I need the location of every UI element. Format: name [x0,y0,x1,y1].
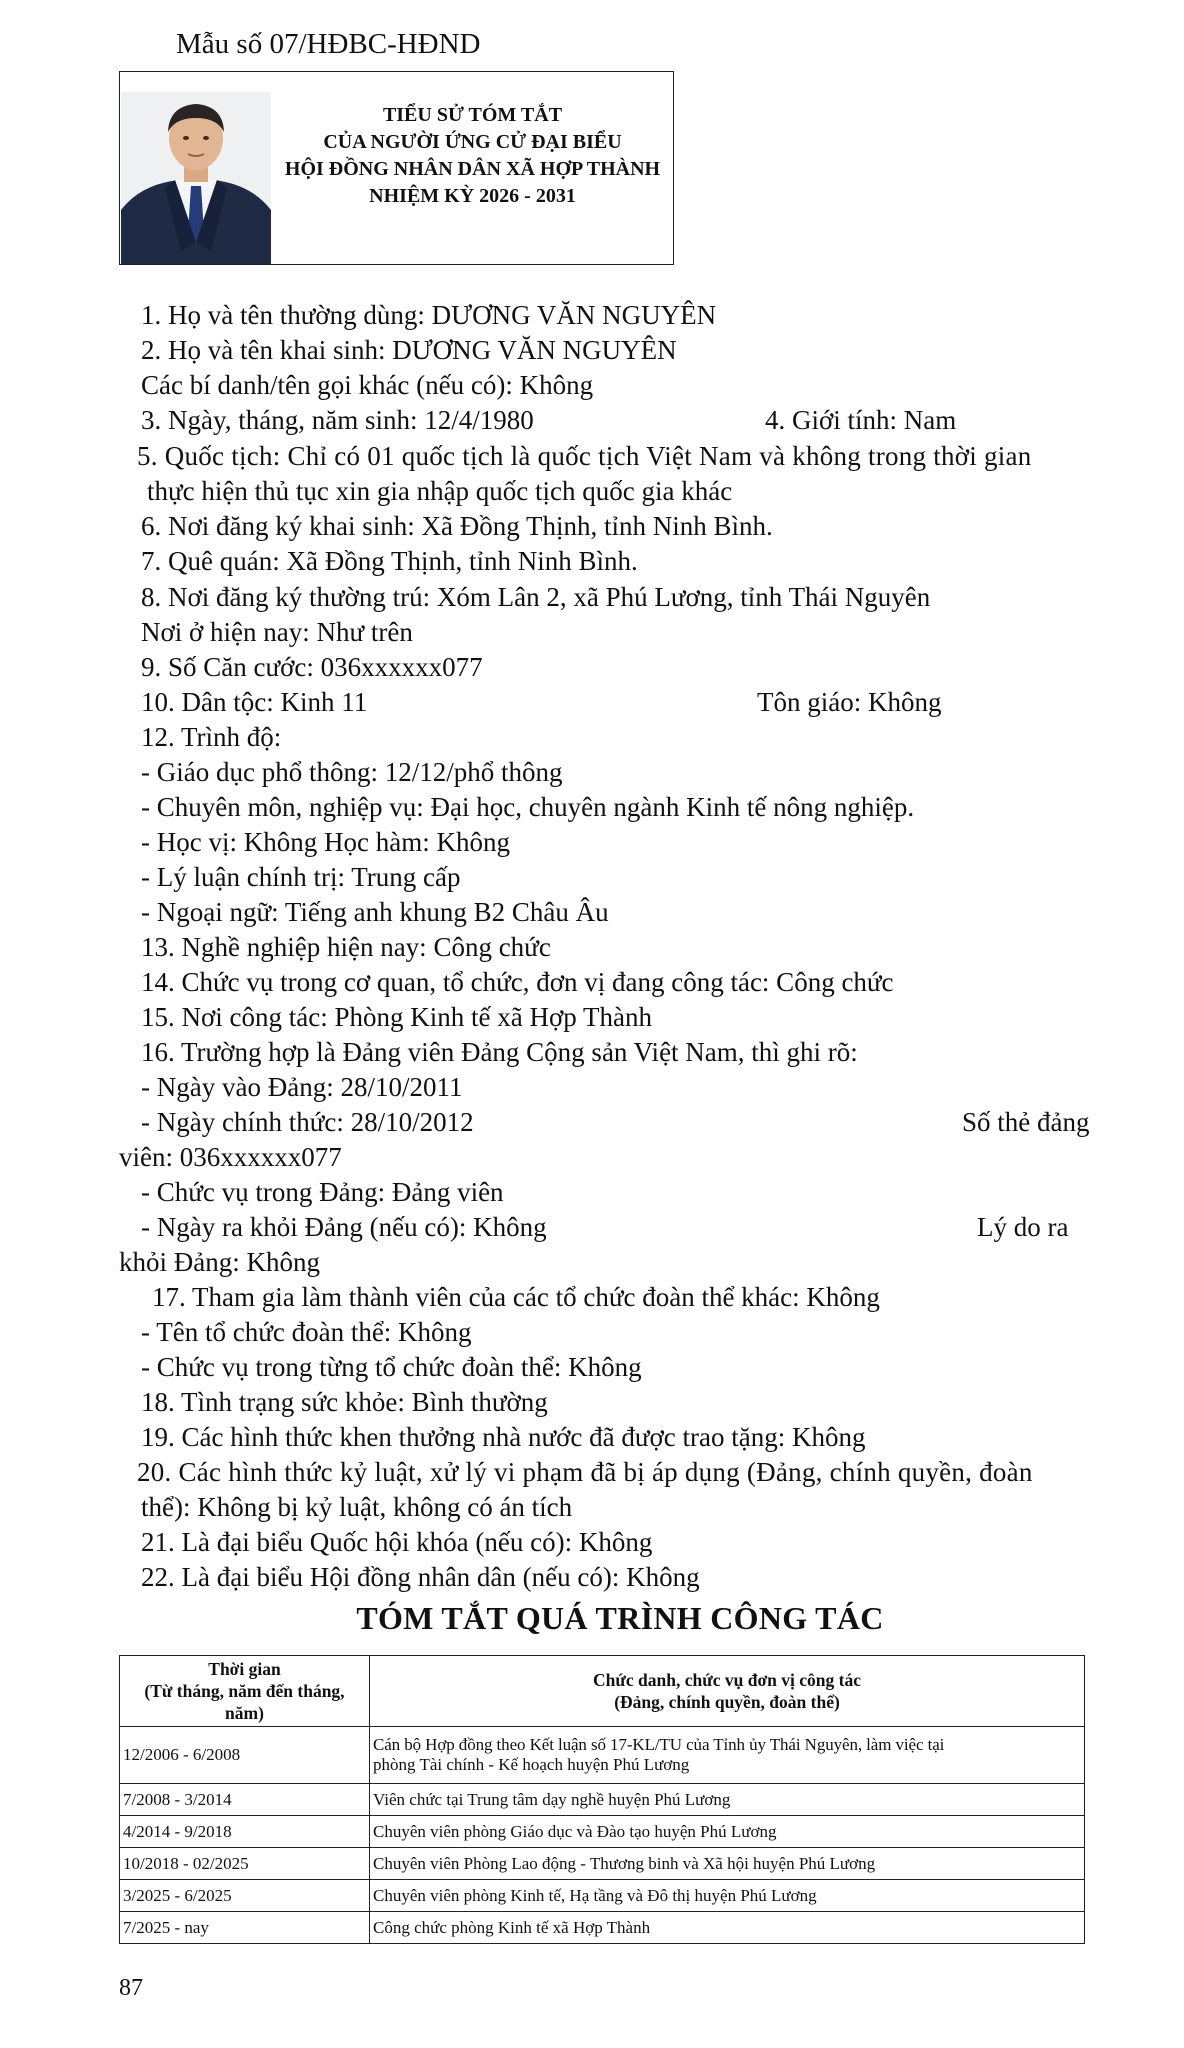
bio-line: 20. Các hình thức kỷ luật, xử lý vi phạm đã bị áp dụng (Đảng, chính quyền, đoàn [137,1457,1033,1487]
page-number: 87 [119,1975,143,2001]
bio-line: thực hiện thủ tục xin gia nhập quốc tịch quốc gia khác [147,476,733,506]
bio-line: - Học vị: Không Học hàm: Không [141,827,510,857]
bio-line: - Chức vụ trong Đảng: Đảng viên [141,1177,504,1207]
bio-line: 12. Trình độ: [141,722,282,752]
bio-line: Nơi ở hiện nay: Như trên [141,617,413,647]
bio-line: 13. Nghề nghiệp hiện nay: Công chức [141,932,551,962]
bio-line: - Chuyên môn, nghiệp vụ: Đại học, chuyên ngành Kinh tế nông nghiệp. [141,792,915,822]
table-header-row [120,1656,1085,1727]
bio-line: 8. Nơi đăng ký thường trú: Xóm Lân 2, xã Phú Lương, tỉnh Thái Nguyên [141,582,931,612]
title-line-2: CỦA NGƯỜI ỨNG CỬ ĐẠI BIỂU [323,131,622,153]
bio-line: - Ngoại ngữ: Tiếng anh khung B2 Châu Âu [141,897,609,927]
title-line-1: TIỂU SỬ TÓM TẮT [382,104,563,126]
bio-line: 1. Họ và tên thường dùng: DƯƠNG VĂN NGUYÊN [141,300,717,330]
candidate-portrait-photo [121,92,271,264]
table-row [120,1784,1085,1816]
cell-period: 10/2018 - 02/2025 [120,1848,370,1880]
cell-period: 12/2006 - 6/2008 [120,1727,370,1784]
table-row [120,1880,1085,1912]
header-period-line: (Từ tháng, năm đến tháng, [144,1681,345,1701]
document-title [270,102,675,210]
bio-line: - Ngày ra khỏi Đảng (nếu có): Không [141,1212,547,1242]
bio-line: 17. Tham gia làm thành viên của các tổ chức đoàn thể khác: Không [152,1282,880,1312]
bio-line: - Chức vụ trong từng tổ chức đoàn thể: Không [141,1352,642,1382]
bio-line: - Ngày chính thức: 28/10/2012 [141,1107,474,1137]
cell-position-line: phòng Tài chính - Kế hoạch huyện Phú Lương [373,1755,690,1774]
cell-position: Chuyên viên phòng Kinh tế, Hạ tầng và Đô thị huyện Phú Lương [370,1880,1085,1912]
table-row [120,1727,1085,1784]
header-period-line: Thời gian [208,1659,281,1679]
header-position [370,1656,1085,1727]
form-code: Mẫu số 07/HĐBC-HĐND [176,28,481,60]
cell-position: Viên chức tại Trung tâm dạy nghề huyện Phú Lương [370,1784,1085,1816]
bio-line: viên: 036xxxxxx077 [119,1142,342,1172]
bio-line: 4. Giới tính: Nam [765,405,957,435]
header-period-line: năm) [225,1703,264,1723]
cell-period: 3/2025 - 6/2025 [120,1880,370,1912]
bio-line: 10. Dân tộc: Kinh 11 [141,687,368,717]
cell-period: 7/2008 - 3/2014 [120,1784,370,1816]
title-line-4: NHIỆM KỲ 2026 - 2031 [369,185,576,207]
bio-line: 2. Họ và tên khai sinh: DƯƠNG VĂN NGUYÊN [141,335,677,365]
work-history-table [119,1655,1085,1944]
bio-line: 16. Trường hợp là Đảng viên Đảng Cộng sản Việt Nam, thì ghi rõ: [141,1037,858,1067]
bio-line: 3. Ngày, tháng, năm sinh: 12/4/1980 [141,405,534,435]
bio-line: 15. Nơi công tác: Phòng Kinh tế xã Hợp Thành [141,1002,652,1032]
bio-line: 5. Quốc tịch: Chỉ có 01 quốc tịch là quốc tịch Việt Nam và không trong thời gian [137,441,1032,471]
work-history-title: TÓM TẮT QUÁ TRÌNH CÔNG TÁC [356,1600,884,1636]
header-box [119,71,674,265]
bio-line: Các bí danh/tên gọi khác (nếu có): Không [141,370,594,400]
bio-line: 6. Nơi đăng ký khai sinh: Xã Đồng Thịnh, tỉnh Ninh Bình. [141,511,773,541]
title-line-3: HỘI ĐỒNG NHÂN DÂN XÃ HỢP THÀNH [284,158,661,180]
bio-line: thể): Không bị kỷ luật, không có án tích [141,1492,573,1522]
bio-line: - Lý luận chính trị: Trung cấp [141,862,461,892]
header-period [120,1656,370,1727]
bio-line: 14. Chức vụ trong cơ quan, tổ chức, đơn vị đang công tác: Công chức [141,967,894,997]
portrait-illustration [121,92,271,264]
bio-line: - Tên tổ chức đoàn thể: Không [141,1317,472,1347]
header-position-line: Chức danh, chức vụ đơn vị công tác [593,1670,861,1690]
table-row [120,1816,1085,1848]
table-row [120,1848,1085,1880]
cell-period: 4/2014 - 9/2018 [120,1816,370,1848]
bio-line: Số thẻ đảng [962,1107,1090,1137]
bio-line: 22. Là đại biểu Hội đồng nhân dân (nếu có): Không [141,1562,700,1592]
bio-line: Tôn giáo: Không [757,687,942,717]
cell-period: 7/2025 - nay [120,1912,370,1944]
bio-line: Lý do ra [977,1212,1069,1242]
cell-position-line: Cán bộ Hợp đồng theo Kết luận số 17-KL/TU của Tỉnh ủy Thái Nguyên, làm việc tại [373,1735,945,1754]
bio-line: 19. Các hình thức khen thưởng nhà nước đã được trao tặng: Không [141,1422,866,1452]
cell-position: Chuyên viên Phòng Lao động - Thương binh và Xã hội huyện Phú Lương [370,1848,1085,1880]
cell-position [370,1727,1085,1784]
bio-line: 7. Quê quán: Xã Đồng Thịnh, tỉnh Ninh Bình. [141,546,638,576]
bio-line: 18. Tình trạng sức khỏe: Bình thường [141,1387,548,1417]
cell-position: Công chức phòng Kinh tế xã Hợp Thành [370,1912,1085,1944]
bio-line: - Ngày vào Đảng: 28/10/2011 [141,1072,463,1102]
bio-line: 9. Số Căn cước: 036xxxxxx077 [141,652,483,682]
table-row [120,1912,1085,1944]
bio-line: khỏi Đảng: Không [119,1247,320,1277]
cell-position: Chuyên viên phòng Giáo dục và Đào tạo huyện Phú Lương [370,1816,1085,1848]
header-position-line: (Đảng, chính quyền, đoàn thể) [614,1692,840,1712]
bio-line: - Giáo dục phổ thông: 12/12/phổ thông [141,757,563,787]
bio-line: 21. Là đại biểu Quốc hội khóa (nếu có): Không [141,1527,653,1557]
